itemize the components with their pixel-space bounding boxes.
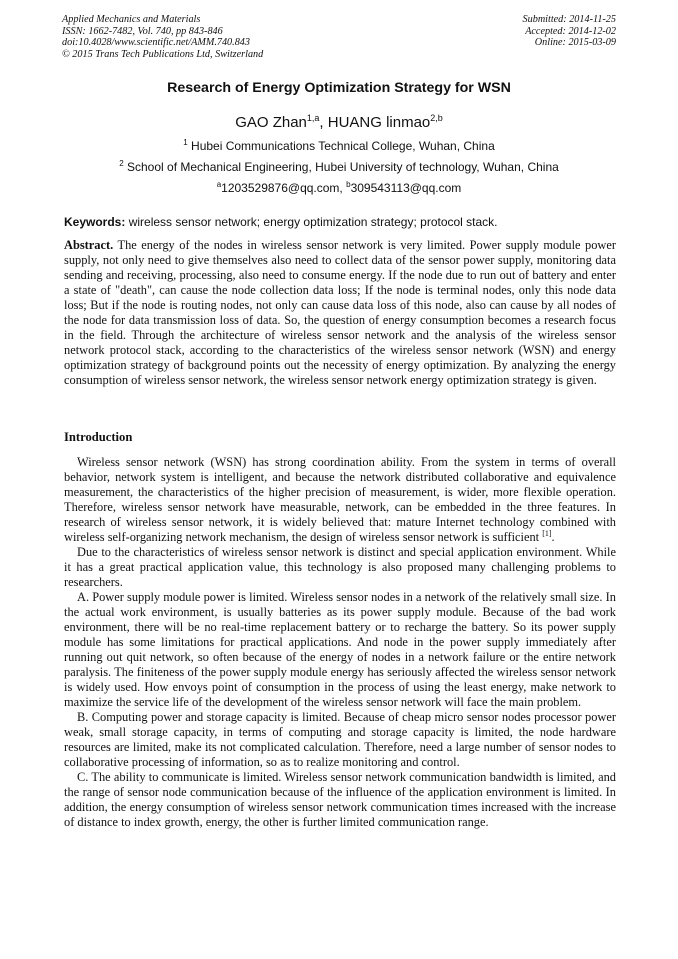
affiliation-1-num: 1 [183, 138, 188, 147]
author-1-sup: 1,a [306, 113, 320, 123]
email-b-mark: b [346, 180, 351, 189]
author-2-name: HUANG linmao [327, 114, 431, 131]
introduction-heading: Introduction [64, 430, 133, 444]
author-2-sup: 2,b [430, 113, 443, 123]
submission-dates [523, 14, 616, 49]
submitted-date: Submitted: 2014-11-25 [522, 14, 616, 25]
intro-paragraph-1 [64, 455, 616, 545]
journal-issn: ISSN: 1662-7482, Vol. 740, pp 843-846 [62, 25, 223, 37]
journal-doi: doi:10.4028/www.scientific.net/AMM.740.843 [62, 37, 250, 49]
email-a-mark: a [216, 180, 222, 189]
affiliation-1 [0, 138, 678, 153]
journal-name: Applied Mechanics and Materials [62, 14, 201, 25]
online-date: Online: 2015-03-09 [534, 37, 616, 49]
keywords-label: Keywords: [64, 215, 126, 229]
accepted-date: Accepted: 2014-12-02 [525, 25, 616, 37]
journal-info [62, 14, 263, 60]
email-1: 1203529876@qq.com, [221, 181, 347, 195]
intro-paragraph-2: Due to the characteristics of wireless sensor network is distinct and special application environment. While it has a great practical application value, this technology is also proposed many challenging problems to researchers. [64, 545, 616, 589]
affiliation-1-text: Hubei Communications Technical College, Wuhan, China [187, 139, 495, 153]
abstract [64, 238, 616, 388]
intro-p1-text: Wireless sensor network (WSN) has strong coordination ability. From the system in terms of overall behavior, network system is intelligent, and because the network distributed collaborative and equivalence measurement, the characteristics of the higher precision of measurement, is wider, more flexible operation. Therefore, wireless sensor network have measurable, network, can be embedded in the three features. In research of wireless sensor network, it is widely believed that: mature Internet technology combined with wireless self-organizing network mechanism, the design of wireless sensor network is sufficient [64, 455, 616, 544]
email-2: 309543113@qq.com [350, 181, 462, 195]
intro-paragraph-5: C. The ability to communicate is limited. Wireless sensor network communication bandwidth is limited, and the range of sensor node communication because of the influence of the application environment is limited. In addition, the energy consumption of wireless sensor network communication times increased with the increase of distance to index growth, energy, the other is further limited communication range. [64, 770, 616, 829]
keywords-text: wireless sensor network; energy optimization strategy; protocol stack. [125, 215, 498, 229]
journal-copyright: © 2015 Trans Tech Publications Ltd, Switzerland [62, 48, 264, 60]
keywords [64, 215, 616, 229]
affiliation-2 [0, 159, 678, 174]
intro-paragraph-3: A. Power supply module power is limited. Wireless sensor nodes in a network of the relatively small size. In the actual work environment, is usually batteries as its power supply module. Because of the bad work environment, there will be no real-time replacement battery or to recharge the battery. So its power supply module has some limitations for practical applications. And node in the power supply immediately after running out quit network, so often because of the energy of nodes in a network failure or the entire network paralysis. The finiteness of the power supply module energy has seriously affected the wireless sensor network is widely used. How envoys point of consumption in the process of using the least energy, make network to maximize the service life of the development of the wireless sensor network will face the main problem. [64, 590, 616, 709]
affiliation-2-text: School of Mechanical Engineering, Hubei University of technology, Wuhan, China [123, 160, 559, 174]
introduction-body [64, 455, 616, 830]
paper-title: Research of Energy Optimization Strategy for WSN [167, 80, 511, 96]
abstract-label: Abstract. [64, 238, 114, 252]
intro-paragraph-4: B. Computing power and storage capacity is limited. Because of cheap micro sensor nodes processor power weak, small storage capacity, in terms of computing and storage capacity is limited, the node hardware resources are limited, make its not complicated calculation. Therefore, need a large number of sensor nodes to collaborative processing of information, so as to realize monitoring and control. [64, 710, 616, 769]
author-separator: , [319, 114, 328, 131]
author-line [0, 113, 678, 131]
citation-1: [1] [542, 528, 552, 538]
affiliation-2-num: 2 [119, 159, 124, 168]
intro-p1-end: . [551, 530, 555, 544]
abstract-text: The energy of the nodes in wireless sensor network is very limited. Power supply module power supply, not only need to give themselves also need to collect data of the sensor power supply, monitoring data sending and receiving, processing, also need to consume energy. If the node due to run out of battery and enter a state of "death", can cause the node collection data loss; If the node is terminal nodes, only this node data loss; But if the node is routing nodes, not only can cause data loss of this node, also can cause by all nodes of the node for data transmission loss of data. So, the question of energy consumption becomes a research focus in the field. Through the architecture of wireless sensor network and the analysis of the wireless sensor network protocol stack, according to the characteristics of the wireless sensor network (WSN) and energy optimization strategy of background points out the necessity of energy optimization. By analyzing the energy consumption of wireless sensor network, the wireless sensor network energy optimization strategy is given. [64, 238, 616, 387]
author-1-name: GAO Zhan [235, 114, 307, 131]
author-emails [0, 180, 678, 195]
